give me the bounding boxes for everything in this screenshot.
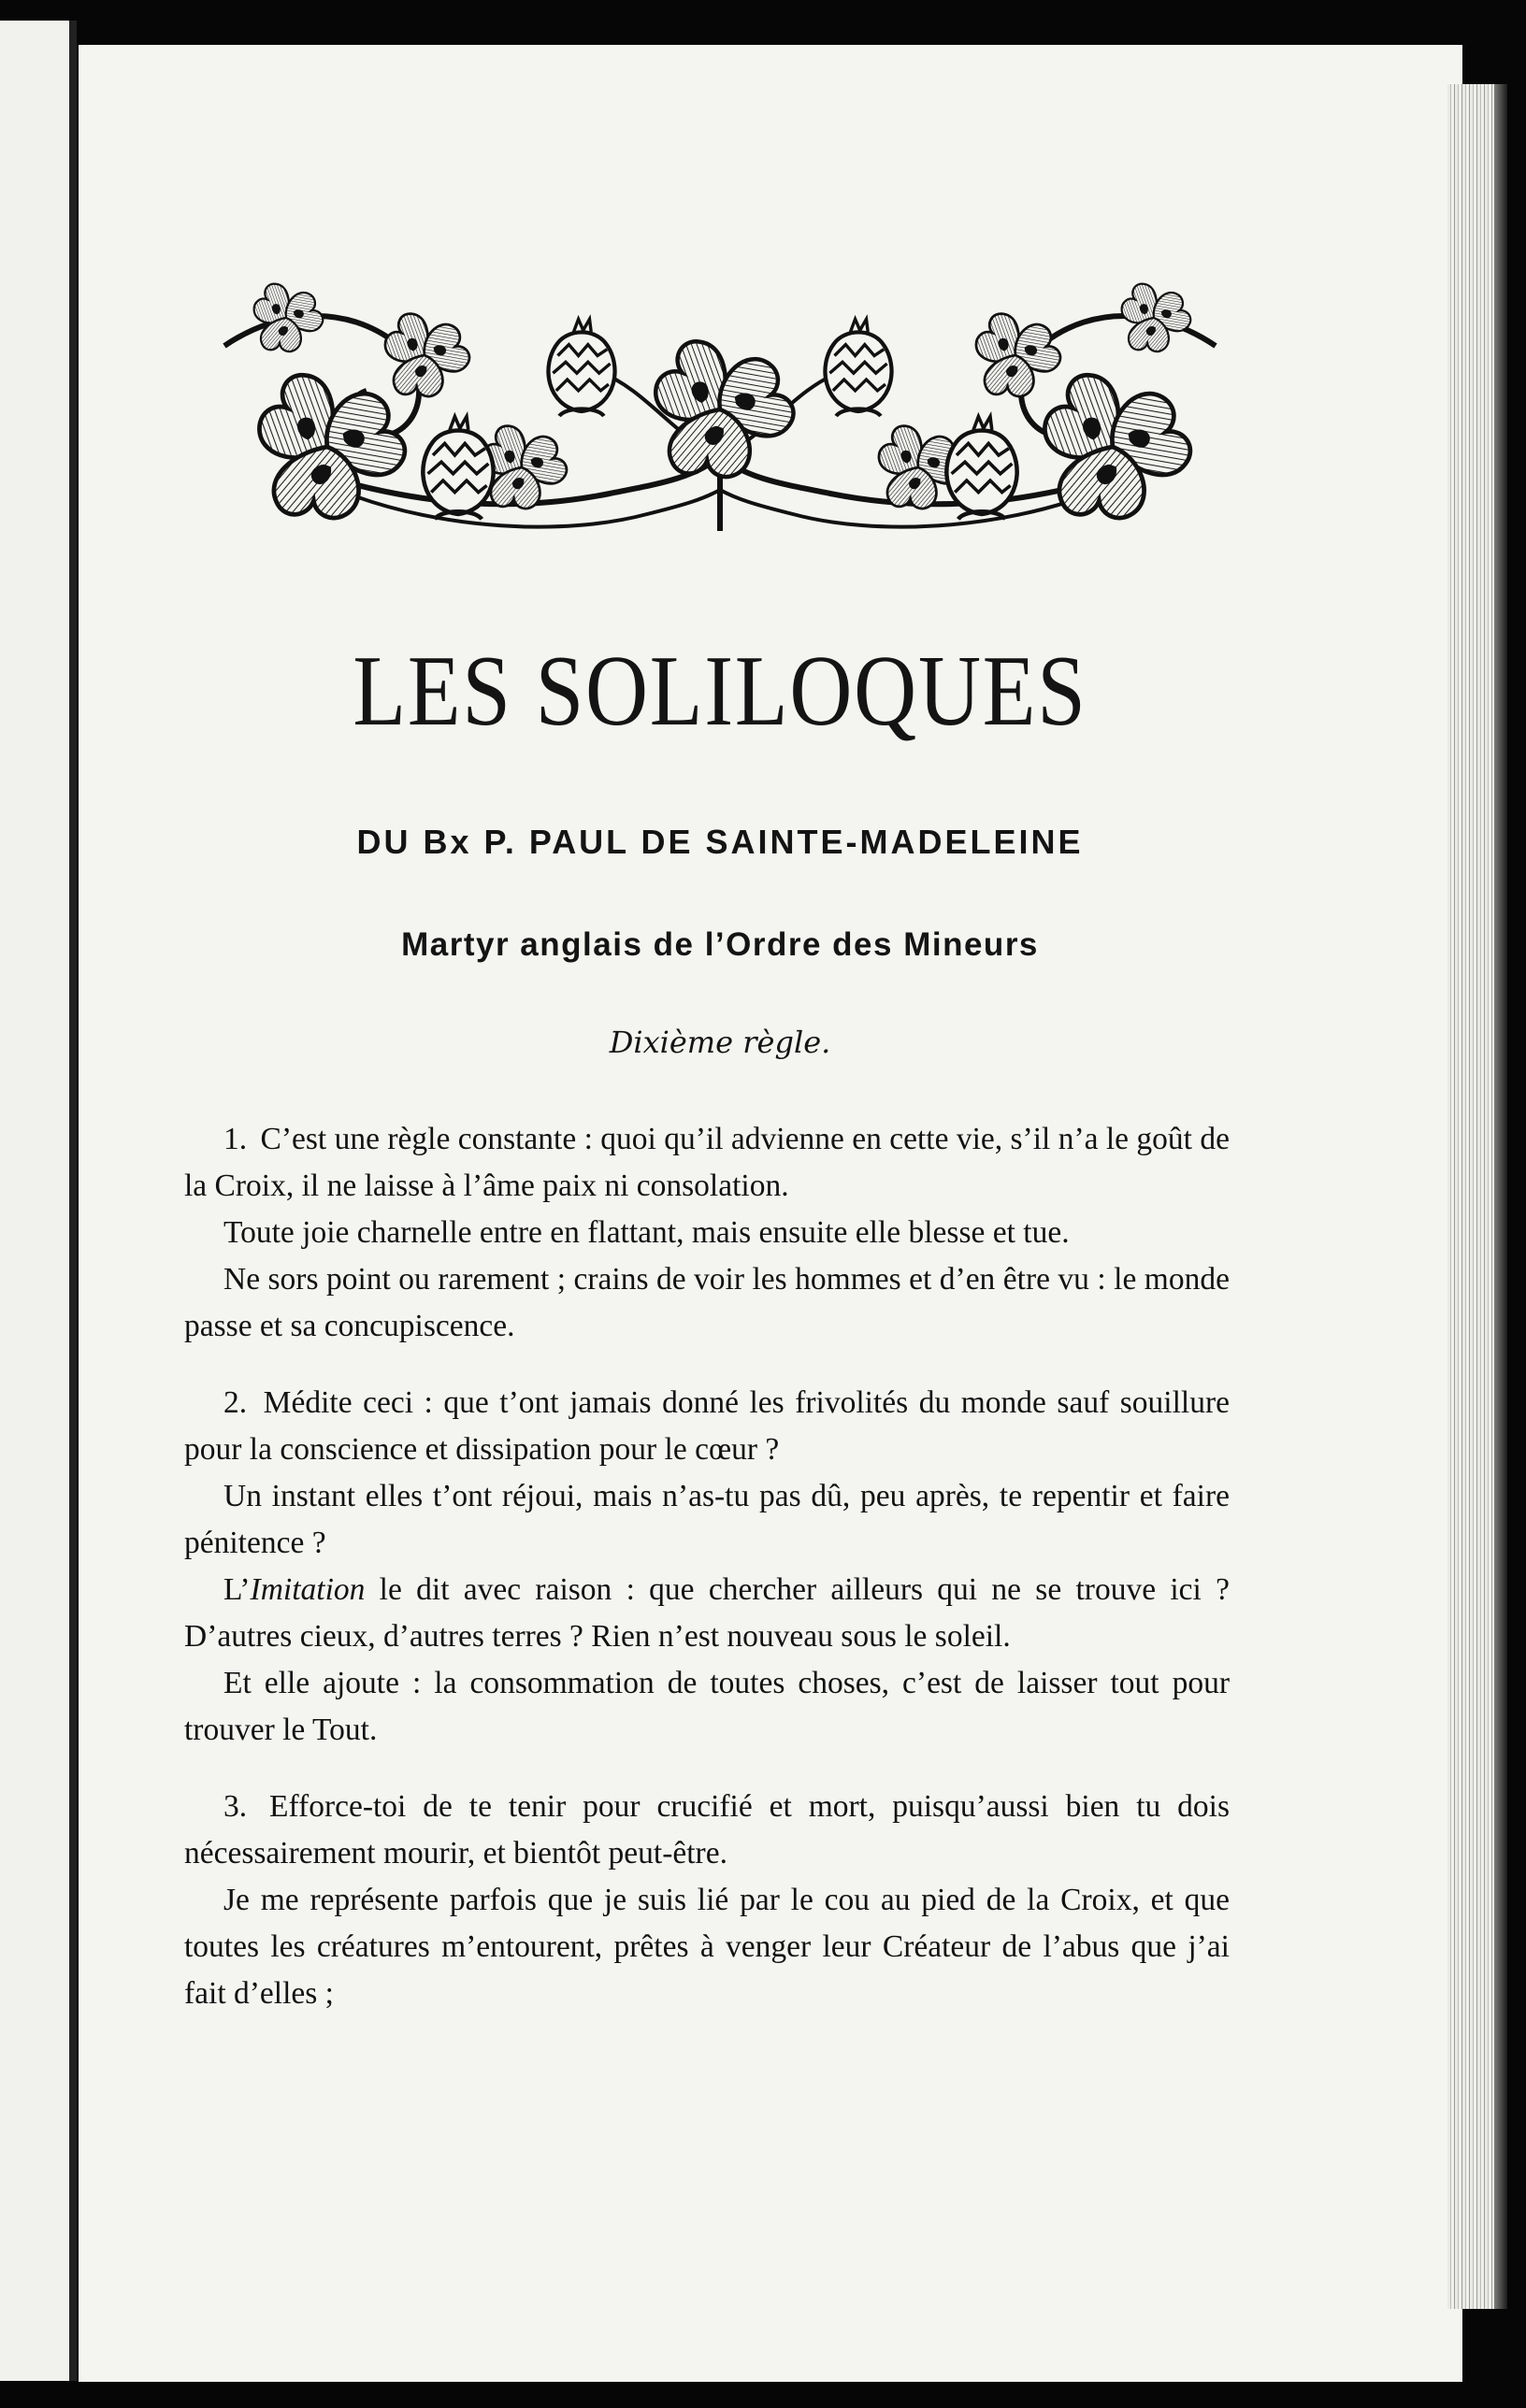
- paragraph: Et elle ajoute : la consommation de toutes choses, c’est de laisser tout pour trouver le Tout.: [184, 1666, 1230, 1747]
- book-subtitle: DU Bx P. PAUL DE SAINTE-MADELEINE: [356, 823, 1084, 861]
- section-heading: Dixième règle.: [609, 1025, 831, 1060]
- paragraph-text: Médite ceci : que t’ont jamais donné les frivolités du monde sauf souillure pour la conscience et dissipation pour le cœur ?: [184, 1385, 1231, 1467]
- binding-gutter: [69, 21, 77, 2381]
- paragraph-text: Efforce-toi de te tenir pour crucifié et mort, puisqu’aussi bien tu dois nécessairement mourir, et bientôt peut-être.: [184, 1789, 1231, 1870]
- book-title: LES SOLILOQUES: [353, 636, 1087, 747]
- paragraph: [184, 1567, 1230, 1660]
- paragraph-text: le dit avec raison : que chercher ailleurs qui ne se trouve ici ? D’autres cieux, d’autres terres ? Rien n’est nouveau sous le soleil.: [184, 1572, 1230, 1654]
- page-stack-edges: [1447, 84, 1500, 2309]
- paragraph: [184, 1116, 1230, 1210]
- imitation-title: Imitation: [250, 1572, 366, 1607]
- book-tagline: Martyr anglais de l’Ordre des Mineurs: [401, 926, 1039, 963]
- paragraph: Un instant elles t’ont réjoui, mais n’as-tu pas dû, peu après, te repentir et faire pénitence ?: [184, 1479, 1230, 1560]
- paragraph: [184, 1784, 1230, 1877]
- page-stack-shadow: [1494, 84, 1507, 2309]
- paragraph: [184, 1380, 1230, 1473]
- paragraph: Ne sors point ou rarement ; crains de voir les hommes et d’en être vu : le monde passe et sa concupiscence.: [184, 1262, 1230, 1343]
- paragraph: Toute joie charnelle entre en flattant, mais ensuite elle blesse et tue.: [223, 1215, 1070, 1250]
- floral-headpiece-ornament: [208, 269, 1232, 550]
- paragraph: Je me représente parfois que je suis lié par le cou au pied de la Croix, et que toutes les créatures m’entourent, prêtes à venger leur Créateur de l’abus que j’ai fait d’elles ;: [184, 1883, 1230, 2011]
- body-text: [184, 1116, 1230, 2017]
- paragraph-text: C’est une règle constante : quoi qu’il advienne en cette vie, s’il n’a le goût de la Croix, il ne laisse à l’âme paix ni consolation.: [184, 1122, 1230, 1203]
- imitation-prefix: L’: [223, 1572, 251, 1607]
- section-number: 1.: [223, 1122, 248, 1156]
- previous-page-edge: [0, 21, 71, 2381]
- section-number: 3.: [223, 1789, 248, 1824]
- section-number: 2.: [223, 1385, 248, 1420]
